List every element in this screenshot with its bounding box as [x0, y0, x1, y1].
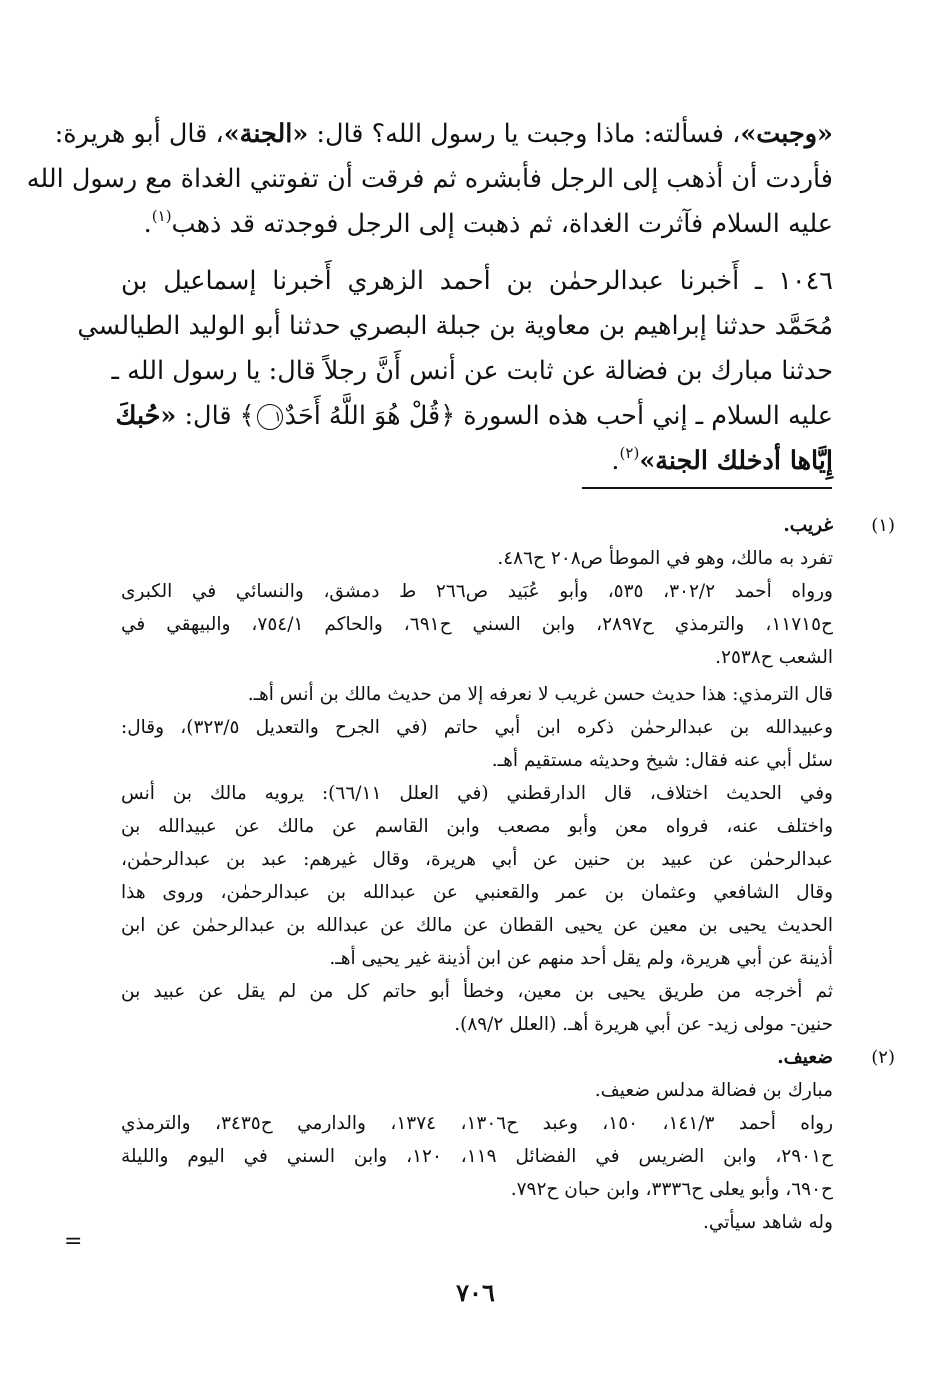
hadith-number-line: ١٠٤٦ ـ أَخبرنا عبدالرحمٰن بن أحمد الزهري أَخبرنا إسماعيل بن: [121, 266, 834, 296]
footnote-line: الحديث يحيى بن معين عن يحيى القطان عن مالك عن عبدالله بن عبدالرحمٰن عن ابن: [121, 915, 833, 936]
footnote-line: مبارك بن فضالة مدلس ضعيف.: [594, 1080, 833, 1101]
bold-phrase: «الجنة»: [223, 119, 309, 149]
footnote-line: قال الترمذي: هذا حديث حسن غريب لا نعرفه إلا من حديث مالك بن أنس أهـ.: [247, 684, 833, 705]
text-run: حدثنا مبارك بن فضالة عن ثابت عن أنس أَنَّ رجلاً قال: يا رسول الله ـ: [111, 356, 833, 386]
text-line: [54, 112, 833, 157]
footnote-line: الشعب ح٢٥٣٨.: [715, 647, 833, 668]
page-number: ٧٠٦: [456, 1278, 495, 1307]
bold-phrase: «وجبت»: [740, 119, 833, 149]
text-run: فأردت أن أذهب إلى الرجل فأبشره ثم فرقت أن تفوتني الغداة مع رسول الله: [26, 164, 833, 194]
text-line: [121, 202, 833, 247]
footnote-separator: [582, 487, 832, 489]
footnote-line: ح٦٩٠، وأبو يعلى ح٣٣٣٦، وابن حبان ح٧٩٢.: [510, 1179, 833, 1200]
footnote-line: ح١١٧١٥، والترمذي ح٢٨٩٧، وابن السني ح٦٩١، والحاكم ٧٥٤/١، والبيهقي في: [121, 614, 833, 635]
text-line: [121, 259, 833, 304]
quran-verse: ﴿قُلْ هُوَ اللَّهُ أَحَدٌ: [284, 401, 456, 431]
footnotes: [121, 509, 895, 1239]
footnote-line: تفرد به مالك، وهو في الموطأ ص٢٠٨ ح٤٨٦.: [497, 548, 833, 569]
footnote-grade: غريب.: [783, 515, 833, 536]
footnote-line: وعبيدالله بن عبدالرحمٰن ذكره ابن أبي حاتم (في الجرح والتعديل ٣٢٣/٥)، وقال:: [121, 717, 833, 738]
text-run: .: [611, 446, 620, 476]
text-run: ، فسألته: ماذا وجبت يا رسول الله؟ قال:: [308, 119, 741, 149]
text-run: ، قال أبو هريرة:: [54, 119, 224, 149]
text-run: ﴾ قال:: [176, 401, 255, 431]
footnote-line: وفي الحديث اختلاف، قال الدارقطني (في العلل ٦٦/١١): يرويه مالك بن أنس: [121, 783, 833, 804]
footnote-1: [121, 509, 895, 1041]
footnote-line: ح٢٩٠١، وابن الضريس في الفضائل ١١٩، ١٢٠، وابن السني في اليوم والليلة: [121, 1146, 833, 1167]
footnote-line: رواه أحمد ١٤١/٣، ١٥٠، وعبد ح١٣٠٦، ١٣٧٤، والدارمي ح٣٤٣٥، والترمذي: [121, 1113, 834, 1134]
text-line: [26, 157, 833, 202]
footnote-line: أذينة عن أبي هريرة، ولم يقل أحد منهم عن ابن أذينة غير يحيى أهـ.: [329, 948, 833, 969]
text-line: [111, 349, 833, 394]
paragraph-2: [77, 259, 834, 484]
footnote-reference[interactable]: (٢): [619, 444, 640, 462]
footnote-line: ورواه أحمد ٣٠٢/٢، ٥٣٥، وأبو عُبَيد ص٢٦٦ ط دمشق، والنسائي في الكبرى: [121, 581, 833, 602]
verse-number-mark: ١: [257, 404, 283, 430]
footnote-line: وقال الشافعي وعثمان بن عمر والقعنبي عن عبدالله بن عبدالرحمٰن، وروى هذا: [121, 882, 833, 903]
footnote-line: عبدالرحمٰن عن عبيد بن حنين عن أبي هريرة، وقال غيرهم: عبد بن عبدالرحمٰن،: [121, 849, 833, 870]
footnote-line: ثم أخرجه من طريق يحيى بن معين، وخطأ أبو حاتم كل من لم يقل عن عبيد بن: [121, 981, 833, 1002]
text-run: عليه السلام ـ إني أحب هذه السورة: [455, 401, 833, 431]
continuation-mark: =: [64, 1229, 83, 1254]
text-run: عليه السلام فآثرت الغداة، ثم ذهبت إلى الرجل فوجدته قد ذهب: [171, 209, 833, 239]
text-line: [121, 439, 833, 484]
paragraph-1: [26, 112, 833, 247]
bold-phrase: «حُبكَ: [115, 401, 177, 431]
footnote-line: سئل أبي عنه فقال: شيخ وحديثه مستقيم أهـ.: [491, 750, 833, 771]
footnote-2: [121, 1041, 895, 1239]
text-run: .: [143, 209, 152, 239]
footnote-number: (١): [871, 515, 895, 536]
bold-phrase: إِيَّاها أدخلك الجنة»: [639, 446, 833, 476]
footnote-reference[interactable]: (١): [151, 207, 172, 225]
text-run: مُحَمَّد حدثنا إبراهيم بن معاوية بن جبلة البصري حدثنا أبو الوليد الطيالسي: [77, 311, 833, 341]
footnote-line: وله شاهد سيأتي.: [702, 1212, 833, 1233]
footnote-line: واختلف عنه، فرواه معن وأبو مصعب وابن القاسم عن مالك عن عبيدالله بن: [121, 816, 833, 837]
main-text: [26, 112, 834, 484]
text-line: [77, 304, 833, 349]
footnote-number: (٢): [871, 1047, 895, 1068]
footnote-line: حنين- مولى زيد- عن أبي هريرة أهـ. (العلل ٨٩/٢).: [454, 1014, 833, 1035]
text-line: [115, 394, 833, 439]
footnote-grade: ضعيف.: [777, 1047, 833, 1068]
